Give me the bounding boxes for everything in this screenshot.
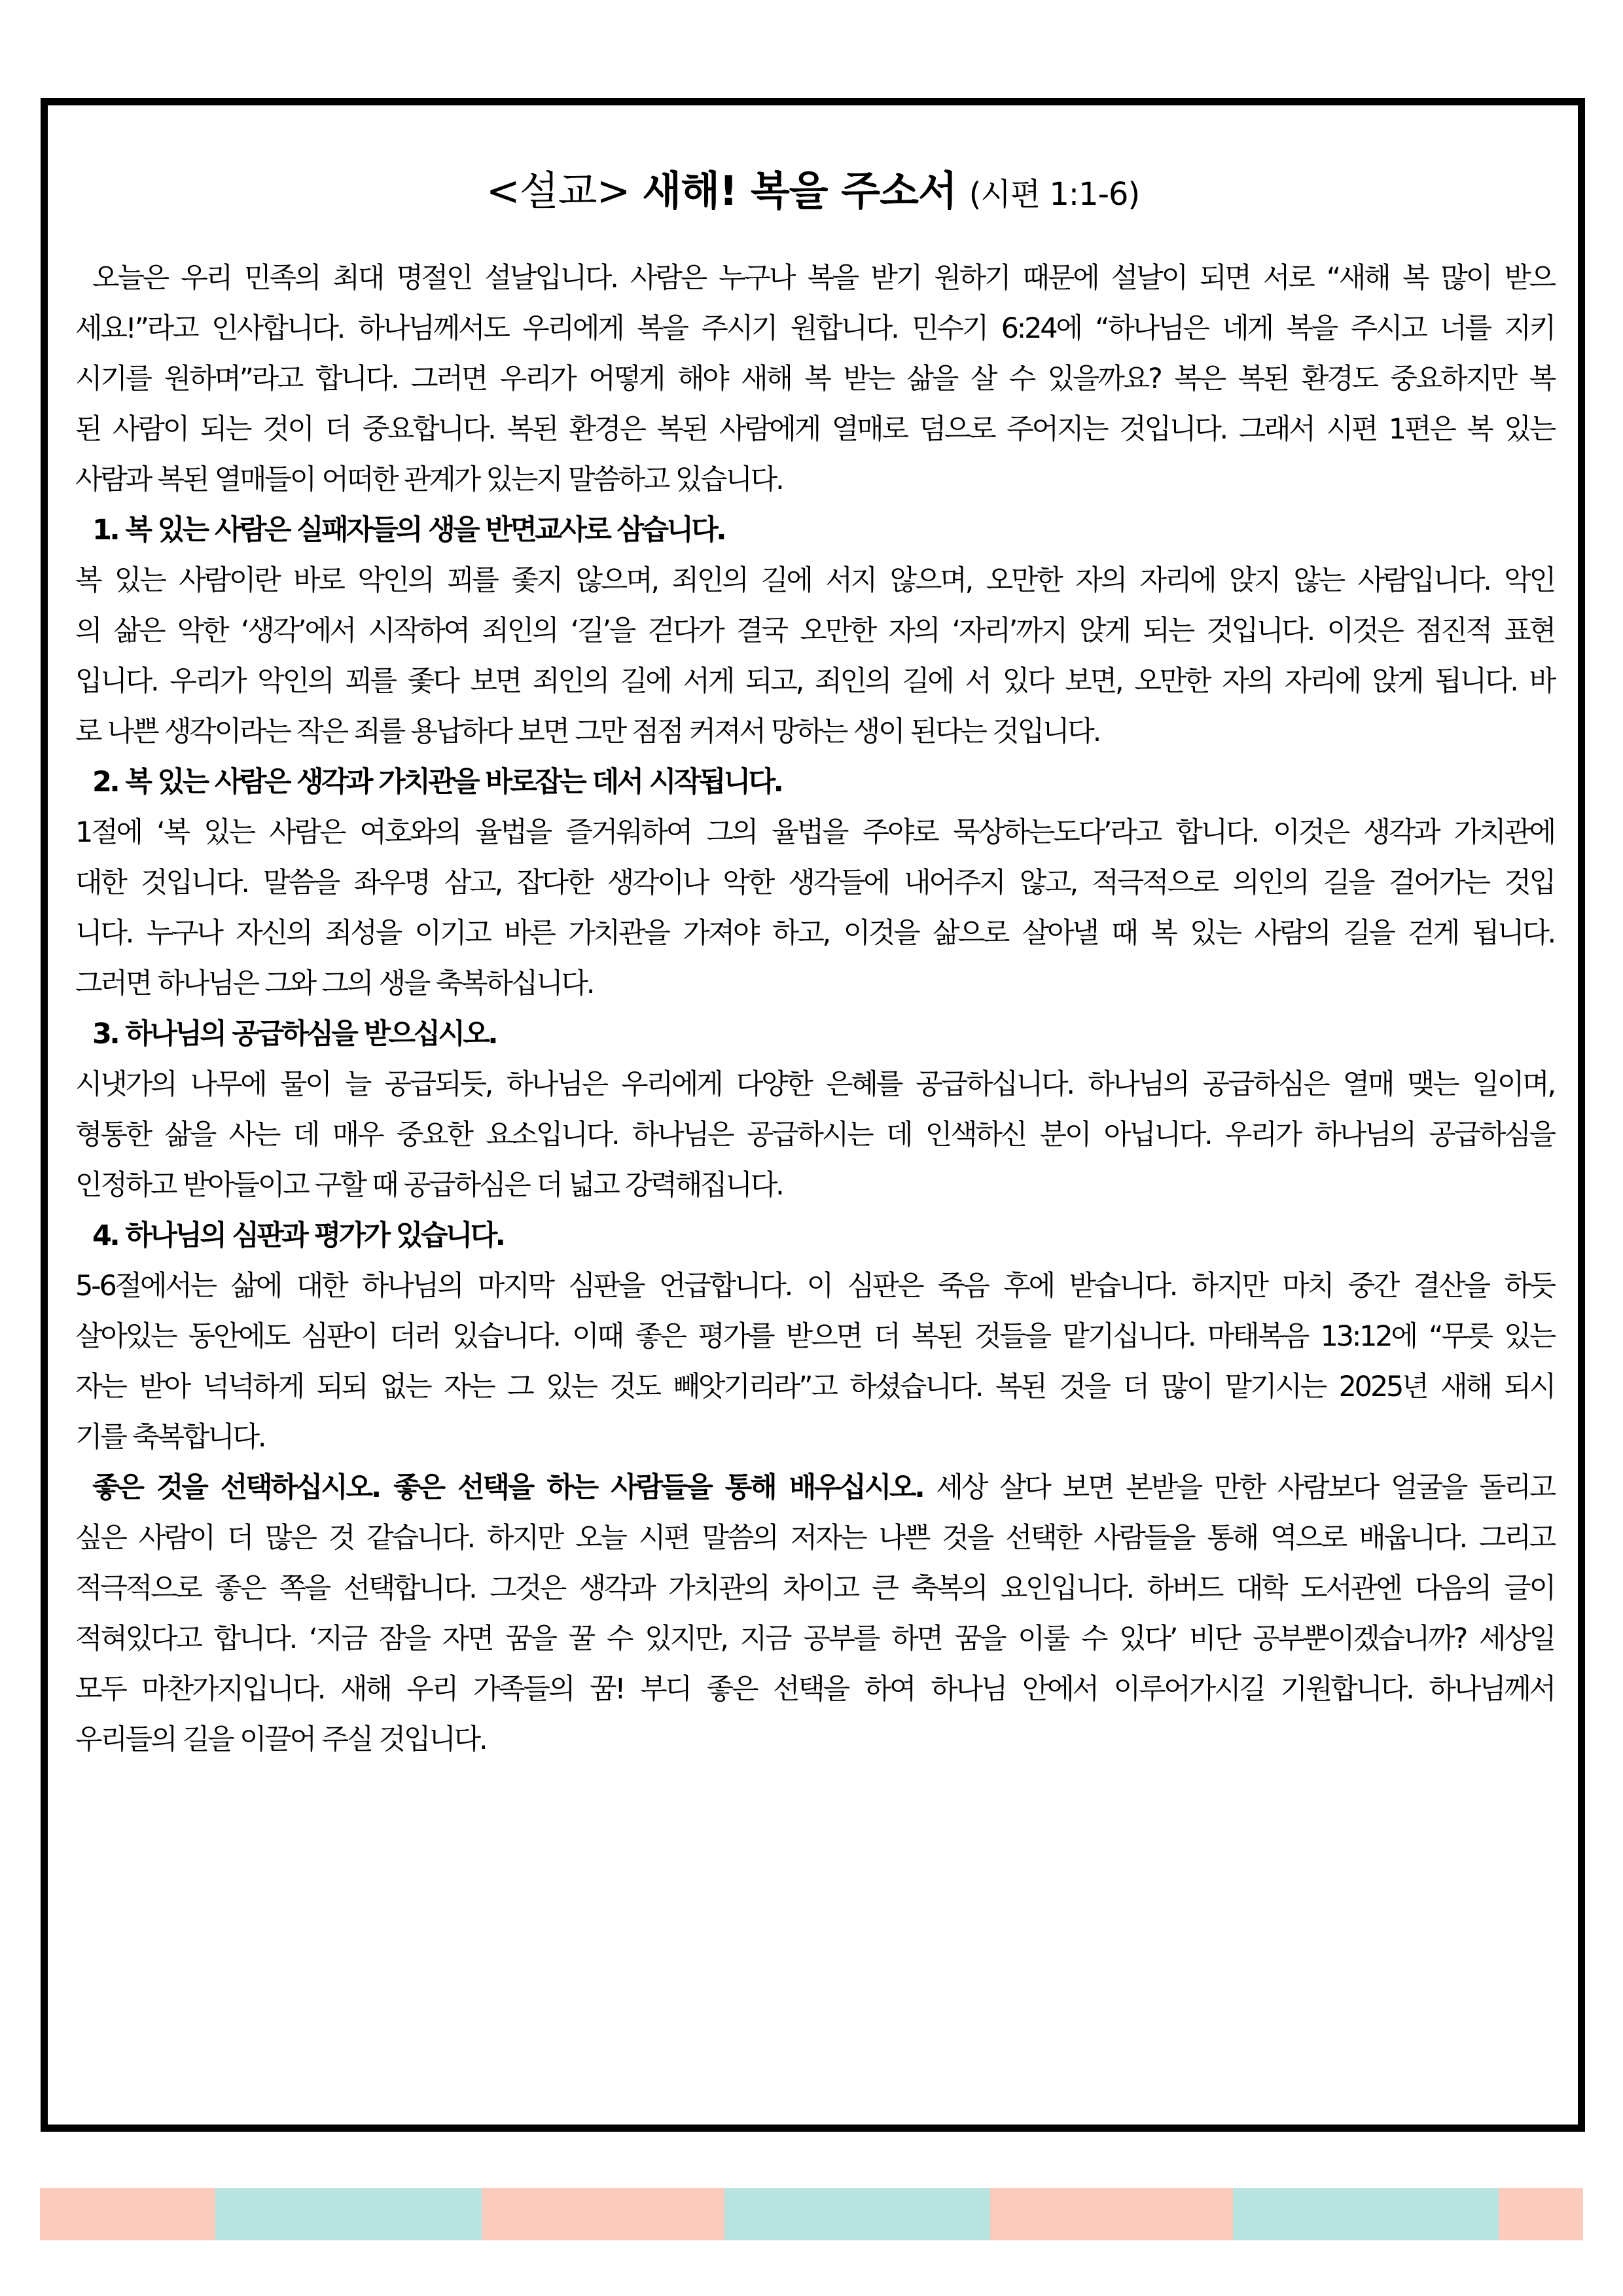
paragraph-line: 인정하고 받아들이고 구할 때 공급하심은 더 넓고 강력해집니다. xyxy=(75,1169,783,1202)
paragraph-text: 세상 살다 보면 본받을 만한 사람보다 얼굴을 돌리고 xyxy=(923,1471,1554,1504)
paragraph-line: 모두 마찬가지입니다. 새해 우리 가족들의 꿈! 부디 좋은 선택을 하여 하나님 안에서 이루어가시길 기원합니다. 하나님께서 xyxy=(75,1673,1554,1706)
paragraph-line: 시기를 원하며”라고 합니다. 그러면 우리가 어떻게 해야 새해 복 받는 삶을 살 수 있을까요? 복은 복된 환경도 중요하지만 복 xyxy=(75,363,1554,395)
paragraph-line: 니다. 누구나 자신의 죄성을 이기고 바른 가치관을 가져야 하고, 이것을 삶으로 살아낼 때 복 있는 사람의 길을 걷게 됩니다. xyxy=(75,917,1554,950)
footer-stripe-segment xyxy=(990,2188,1233,2240)
title-main: 새해! 복을 주소서 xyxy=(642,167,957,215)
paragraph-line: 5-6절에서는 삶에 대한 하나님의 마지막 심판을 언급합니다. 이 심판은 죽음 후에 받습니다. 하지만 마치 중간 결산을 하듯 xyxy=(75,1270,1554,1302)
section-heading: 2. 복 있는 사람은 생각과 가치관을 바로잡는 데서 시작됩니다. xyxy=(92,766,782,798)
footer-stripe-segment xyxy=(1499,2188,1583,2240)
section-heading: 4. 하나님의 심판과 평가가 있습니다. xyxy=(92,1219,504,1252)
paragraph-line: 적혀있다고 합니다. ‘지금 잠을 자면 꿈을 꿀 수 있지만, 지금 공부를 하면 꿈을 이룰 수 있다’ 비단 공부뿐이겠습니까? 세상일 xyxy=(75,1623,1554,1655)
paragraph-line: 세요!”라고 인사합니다. 하나님께서도 우리에게 복을 주시기 원합니다. 민수기 6:24에 “하나님은 네게 복을 주시고 너를 지키 xyxy=(75,312,1554,345)
paragraph-line: 로 나쁜 생각이라는 작은 죄를 용납하다 보면 그만 점점 커져서 망하는 생이 된다는 것입니다. xyxy=(75,715,1100,748)
paragraph-line: 복 있는 사람이란 바로 악인의 꾀를 좇지 않으며, 죄인의 길에 서지 않으며, 오만한 자의 자리에 앉지 않는 사람입니다. 악인 xyxy=(75,564,1554,597)
footer-stripe-segment xyxy=(482,2188,724,2240)
paragraph-line: 형통한 삶을 사는 데 매우 중요한 요소입니다. 하나님은 공급하시는 데 인색하신 분이 아닙니다. 우리가 하나님의 공급하심을 xyxy=(75,1119,1554,1151)
paragraph-line: 시냇가의 나무에 물이 늘 공급되듯, 하나님은 우리에게 다양한 은혜를 공급하십니다. 하나님의 공급하심은 열매 맺는 일이며, xyxy=(75,1068,1554,1101)
title-scripture-reference: (시편 1:1-6) xyxy=(969,176,1140,213)
paragraph-line: 대한 것입니다. 말씀을 좌우명 삼고, 잡다한 생각이나 악한 생각들에 내어주지 않고, 적극적으로 의인의 길을 걸어가는 것입 xyxy=(75,867,1554,899)
section-heading: 1. 복 있는 사람은 실패자들의 생을 반면교사로 삼습니다. xyxy=(92,514,725,547)
footer-stripe-segment xyxy=(215,2188,482,2240)
footer-stripe-bar xyxy=(40,2188,1583,2240)
footer-stripe-segment xyxy=(40,2188,215,2240)
paragraph-line: 싶은 사람이 더 많은 것 같습니다. 하지만 오늘 시편 말씀의 저자는 나쁜 것을 선택한 사람들을 통해 역으로 배웁니다. 그리고 xyxy=(75,1522,1554,1554)
title-prefix: <설교> xyxy=(486,167,630,215)
paragraph-line: 1절에 ‘복 있는 사람은 여호와의 율법을 즐거워하여 그의 율법을 주야로 묵상하는도다’라고 합니다. 이것은 생각과 가치관에 xyxy=(75,816,1554,849)
paragraph-line: 입니다. 우리가 악인의 꾀를 좇다 보면 죄인의 길에 서게 되고, 죄인의 길에 서 있다 보면, 오만한 자의 자리에 앉게 됩니다. 바 xyxy=(75,665,1554,698)
paragraph-line: 사람과 복된 열매들이 어떠한 관계가 있는지 말씀하고 있습니다. xyxy=(75,463,783,496)
footer-stripe-segment xyxy=(724,2188,990,2240)
paragraph-line: 그러면 하나님은 그와 그의 생을 축복하십니다. xyxy=(75,967,594,1000)
sermon-frame xyxy=(41,98,1585,2132)
footer-stripe-segment xyxy=(1233,2188,1499,2240)
paragraph-line: 된 사람이 되는 것이 더 중요합니다. 복된 환경은 복된 사람에게 열매로 덤으로 주어지는 것입니다. 그래서 시편 1편은 복 있는 xyxy=(75,413,1554,446)
paragraph-line: 우리들의 길을 이끌어 주실 것입니다. xyxy=(75,1723,486,1756)
paragraph-line: 의 삶은 악한 ‘생각’에서 시작하여 죄인의 ‘길’을 걷다가 결국 오만한 자의 ‘자리’까지 앉게 되는 것입니다. 이것은 점진적 표현 xyxy=(75,615,1554,647)
emphasis-text: 좋은 것을 선택하십시오. 좋은 선택을 하는 사람들을 통해 배우십시오. xyxy=(92,1471,923,1504)
sermon-title xyxy=(48,162,1578,224)
paragraph-line: 오늘은 우리 민족의 최대 명절인 설날입니다. 사람은 누구나 복을 받기 원하기 때문에 설날이 되면 서로 “새해 복 많이 받으 xyxy=(92,262,1554,295)
paragraph-line xyxy=(75,1463,1554,1513)
paragraph-line: 살아있는 동안에도 심판이 더러 있습니다. 이때 좋은 평가를 받으면 더 복된 것들을 맡기십니다. 마태복음 13:12에 “무릇 있는 xyxy=(75,1320,1554,1353)
paragraph-line: 자는 받아 넉넉하게 되되 없는 자는 그 있는 것도 빼앗기리라”고 하셨습니다. 복된 것을 더 많이 맡기시는 2025년 새해 되시 xyxy=(75,1371,1554,1403)
paragraph-line: 기를 축복합니다. xyxy=(75,1421,265,1454)
section-heading: 3. 하나님의 공급하심을 받으십시오. xyxy=(92,1018,497,1050)
sermon-body xyxy=(75,253,1554,1765)
paragraph-line: 적극적으로 좋은 쪽을 선택합니다. 그것은 생각과 가치관의 차이고 큰 축복의 요인입니다. 하버드 대학 도서관엔 다음의 글이 xyxy=(75,1572,1554,1605)
